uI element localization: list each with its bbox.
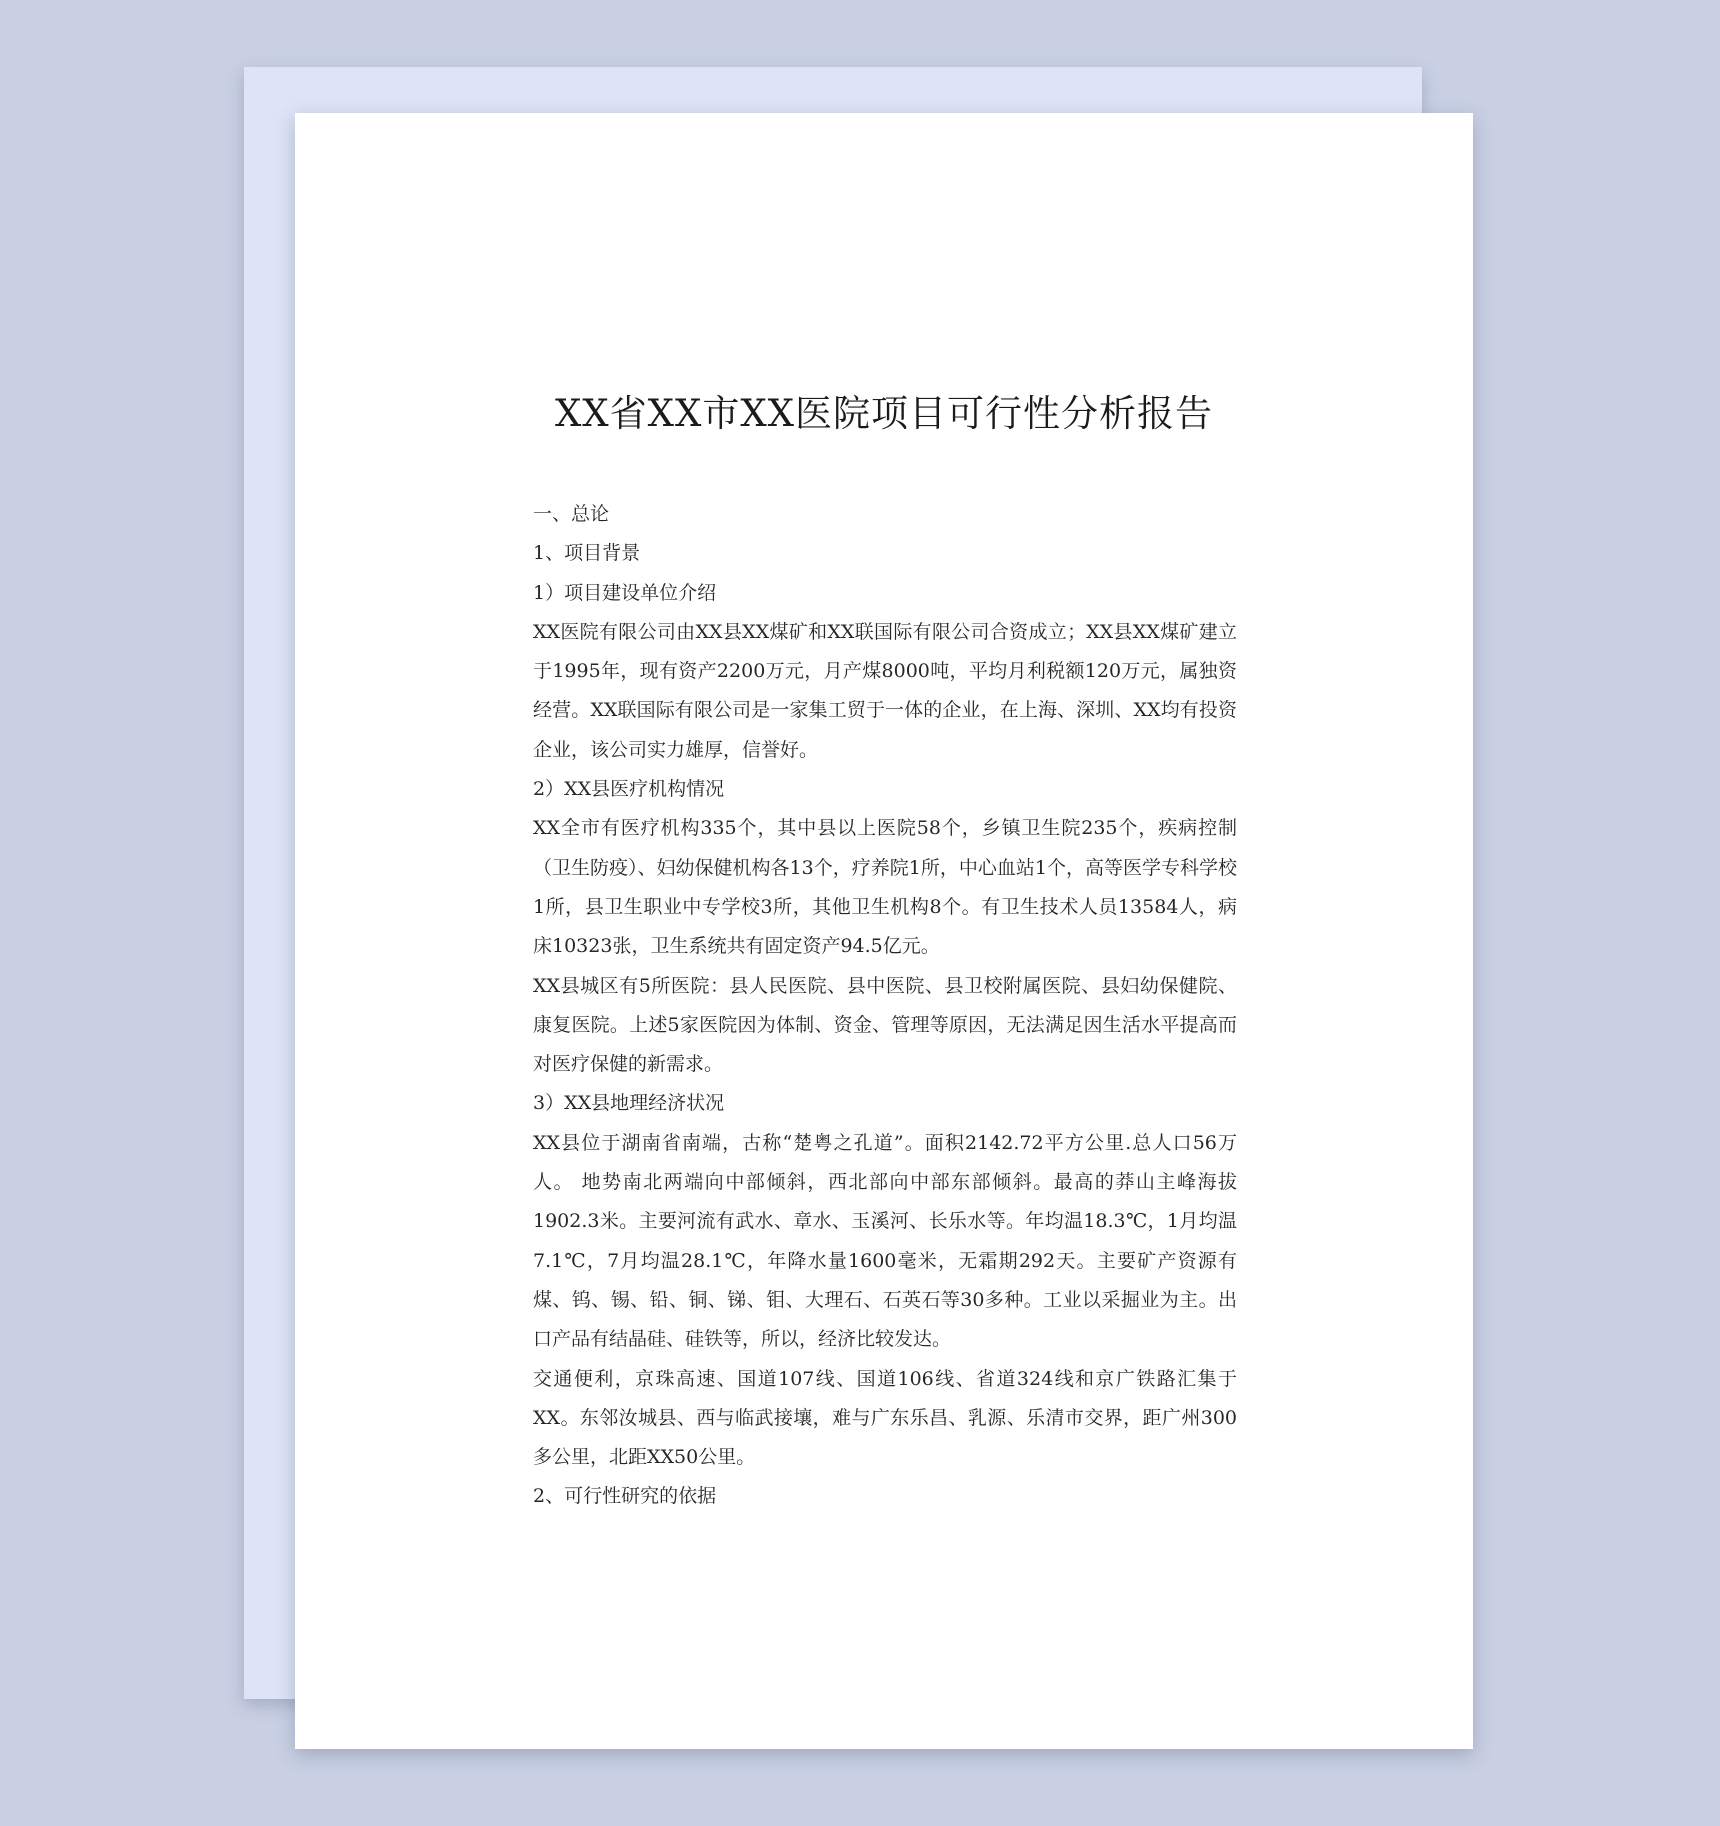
body-paragraph: XX全市有医疗机构335个，其中县以上医院58个，乡镇卫生院235个，疾病控制（卫生防疫）、妇幼保健机构各13个，疗养院1所，中心血站1个，高等医学专科学校1所，县卫生职业中专学校3所，其他卫生机构8个。有卫生技术人员13584人，病床10323张，卫生系统共有固定资产94.5亿元。 xyxy=(533,817,1237,958)
body-paragraph: 交通便利，京珠高速、国道107线、国道106线、省道324线和京广铁路汇集于XX。东邻汝城县、西与临武接壤，难与广东乐昌、乳源、乐清市交界，距广州300多公里，北距XX50公里。 xyxy=(533,1367,1237,1469)
body-paragraph: XX医院有限公司由XX县XX煤矿和XX联国际有限公司合资成立；XX县XX煤矿建立于1995年，现有资产2200万元，月产煤8000吨，平均月利税额120万元，属独资经营。XX联国际有限公司是一家集工贸于一体的企业，在上海、深圳、XX均有投资企业，该公司实力雄厚，信誉好。 xyxy=(533,620,1237,761)
section-heading: 一、总论 xyxy=(533,503,610,525)
document-title: XX省XX市XX医院项目可行性分析报告 xyxy=(554,392,1214,435)
subsection-heading: 2）XX县医疗机构情况 xyxy=(533,778,725,801)
body-paragraph: XX县城区有5所医院：县人民医院、县中医院、县卫校附属医院、县妇幼保健院、康复医院。上述5家医院因为体制、资金、管理等原因，无法满足因生活水平提高而对医疗保健的新需求。 xyxy=(533,974,1237,1076)
document-page xyxy=(295,113,1473,1749)
subsection-heading: 3）XX县地理经济状况 xyxy=(533,1092,725,1115)
body-paragraph: XX县位于湖南省南端，古称“楚粤之孔道”。面积2142.72平方公里.总人口56万人。 地势南北两端向中部倾斜，西北部向中部东部倾斜。最高的莽山主峰海拔1902.3米。主要河流有武水、章水、玉溪河、长乐水等。年均温18.3℃，1月均温7.1℃，7月均温28.1℃，年降水量1600毫米，无霜期292天。主要矿产资源有煤、钨、锡、铅、铜、锑、钼、大理石、石英石等30多种。工业以采掘业为主。出口产品有结晶硅、硅铁等，所以，经济比较发达。 xyxy=(533,1131,1237,1351)
subsection-heading: 1）项目建设单位介绍 xyxy=(533,581,717,604)
subsection-heading: 1、项目背景 xyxy=(533,542,641,565)
document-body xyxy=(533,495,1237,1517)
subsection-heading: 2、可行性研究的依据 xyxy=(533,1485,717,1508)
